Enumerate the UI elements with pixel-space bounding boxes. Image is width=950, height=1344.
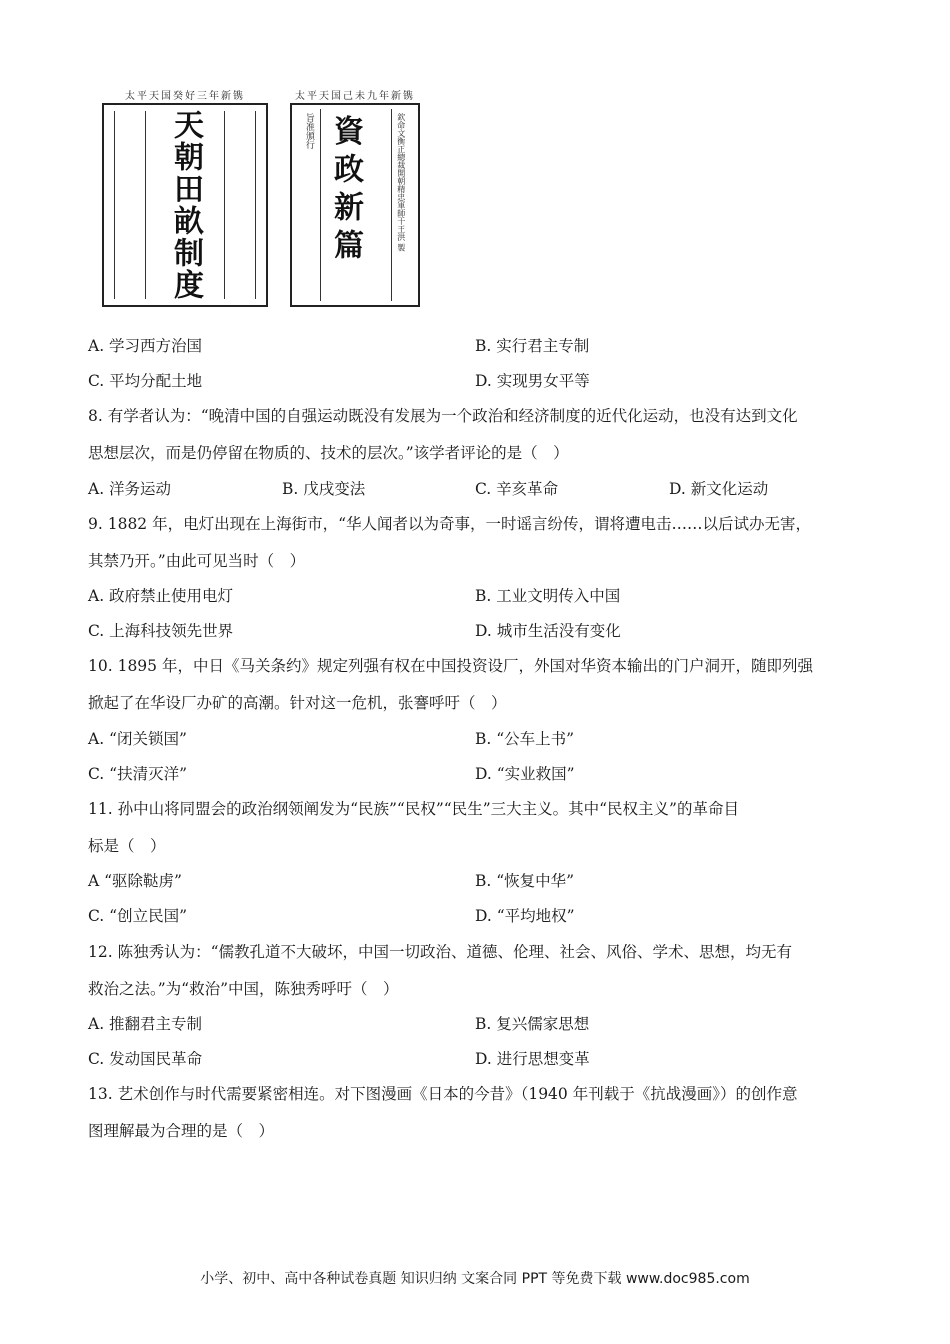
q10-option-b: B. “公车上书” xyxy=(475,730,575,748)
q8-option-d: D. 新文化运动 xyxy=(669,480,769,498)
q12-option-b: B. 复兴儒家思想 xyxy=(475,1015,590,1033)
q12-stem-line2: 救治之法。”为“救治”中国，陈独秀呼吁（ ） xyxy=(88,980,399,998)
q9-option-b: B. 工业文明传入中国 xyxy=(475,587,621,605)
q9-stem-line2: 其禁乃开。”由此可见当时（ ） xyxy=(88,552,306,570)
q9-option-c: C. 上海科技领先世界 xyxy=(88,622,234,640)
cover1-title: 天朝田畝制度 xyxy=(168,109,203,301)
cover2-header: 太平天国己未九年新镌 xyxy=(295,91,415,102)
cover-tianchao-tianmu-zhidu xyxy=(102,91,268,307)
q8-option-a: A. 洋务运动 xyxy=(88,480,172,498)
q7-option-b: B. 实行君主专制 xyxy=(475,337,590,355)
q13-stem-line2: 图理解最为合理的是（ ） xyxy=(88,1122,275,1140)
q7-option-d: D. 实现男女平等 xyxy=(475,372,590,390)
q12-option-c: C. 发动国民革命 xyxy=(88,1050,203,1068)
q10-option-a: A. “闭关锁国” xyxy=(88,730,187,748)
q9-stem-line1: 9. 1882 年，电灯出现在上海街市，“华人闻者以为奇事，一时谣言纷传，谓将遭电击……以后试办无害， xyxy=(88,515,812,533)
q11-option-b: B. “恢复中华” xyxy=(475,872,575,890)
q11-stem-line1: 11. 孙中山将同盟会的政治纲领阐发为“民族”“民权”“民生”三大主义。其中“民权主义”的革命目 xyxy=(88,800,739,818)
q8-stem-line2: 思想层次，而是仍停留在物质的、技术的层次。”该学者评论的是（ ） xyxy=(88,444,569,462)
q12-option-d: D. 进行思想变革 xyxy=(475,1050,590,1068)
q12-stem-line1: 12. 陈独秀认为：“儒教孔道不大破坏，中国一切政治、道德、伦理、社会、风俗、学术、思想，均无有 xyxy=(88,943,793,961)
q9-option-d: D. 城市生活没有变化 xyxy=(475,622,621,640)
q8-stem-line1: 8. 有学者认为：“晚清中国的自强运动既没有发展为一个政治和经济制度的近代化运动，也没有达到文化 xyxy=(88,407,798,425)
q11-option-c: C. “创立民国” xyxy=(88,907,188,925)
cover2-right-column: 欽命文衡正總裁開朝精忠軍師干王洪 製 xyxy=(396,113,406,252)
cover-zizheng-xinpian xyxy=(290,91,420,307)
q7-option-a: A. 学习西方治国 xyxy=(88,337,203,355)
cover2-left-column: 旨准頒行 xyxy=(303,113,314,149)
q9-option-a: A. 政府禁止使用电灯 xyxy=(88,587,234,605)
q10-option-d: D. “实业救国” xyxy=(475,765,575,783)
q11-stem-line2: 标是（ ） xyxy=(88,837,166,855)
q10-stem-line2: 掀起了在华设厂办矿的高潮。针对这一危机，张謇呼吁（ ） xyxy=(88,694,507,712)
q10-stem-line1: 10. 1895 年，中日《马关条约》规定列强有权在中国投资设厂，外国对华资本输出的门户洞开，随即列强 xyxy=(88,657,813,675)
q8-option-b: B. 戊戌变法 xyxy=(282,480,366,498)
q11-option-a: A “驱除鞑虏” xyxy=(88,872,182,890)
q7-option-c: C. 平均分配土地 xyxy=(88,372,203,390)
q10-option-c: C. “扶清灭洋” xyxy=(88,765,188,783)
q12-option-a: A. 推翻君主专制 xyxy=(88,1015,203,1033)
q11-option-d: D. “平均地权” xyxy=(475,907,575,925)
q8-option-c: C. 辛亥革命 xyxy=(475,480,559,498)
cover2-title: 資政新篇 xyxy=(328,115,363,267)
cover1-header: 太平天国癸好三年新镌 xyxy=(125,91,245,102)
page-footer: 小学、初中、高中各种试卷真题 知识归纳 文案合同 PPT 等免费下载 www.doc985.com xyxy=(200,1271,750,1287)
q13-stem-line1: 13. 艺术创作与时代需要紧密相连。对下图漫画《日本的今昔》（1940 年刊载于《抗战漫画》）的创作意 xyxy=(88,1085,798,1103)
